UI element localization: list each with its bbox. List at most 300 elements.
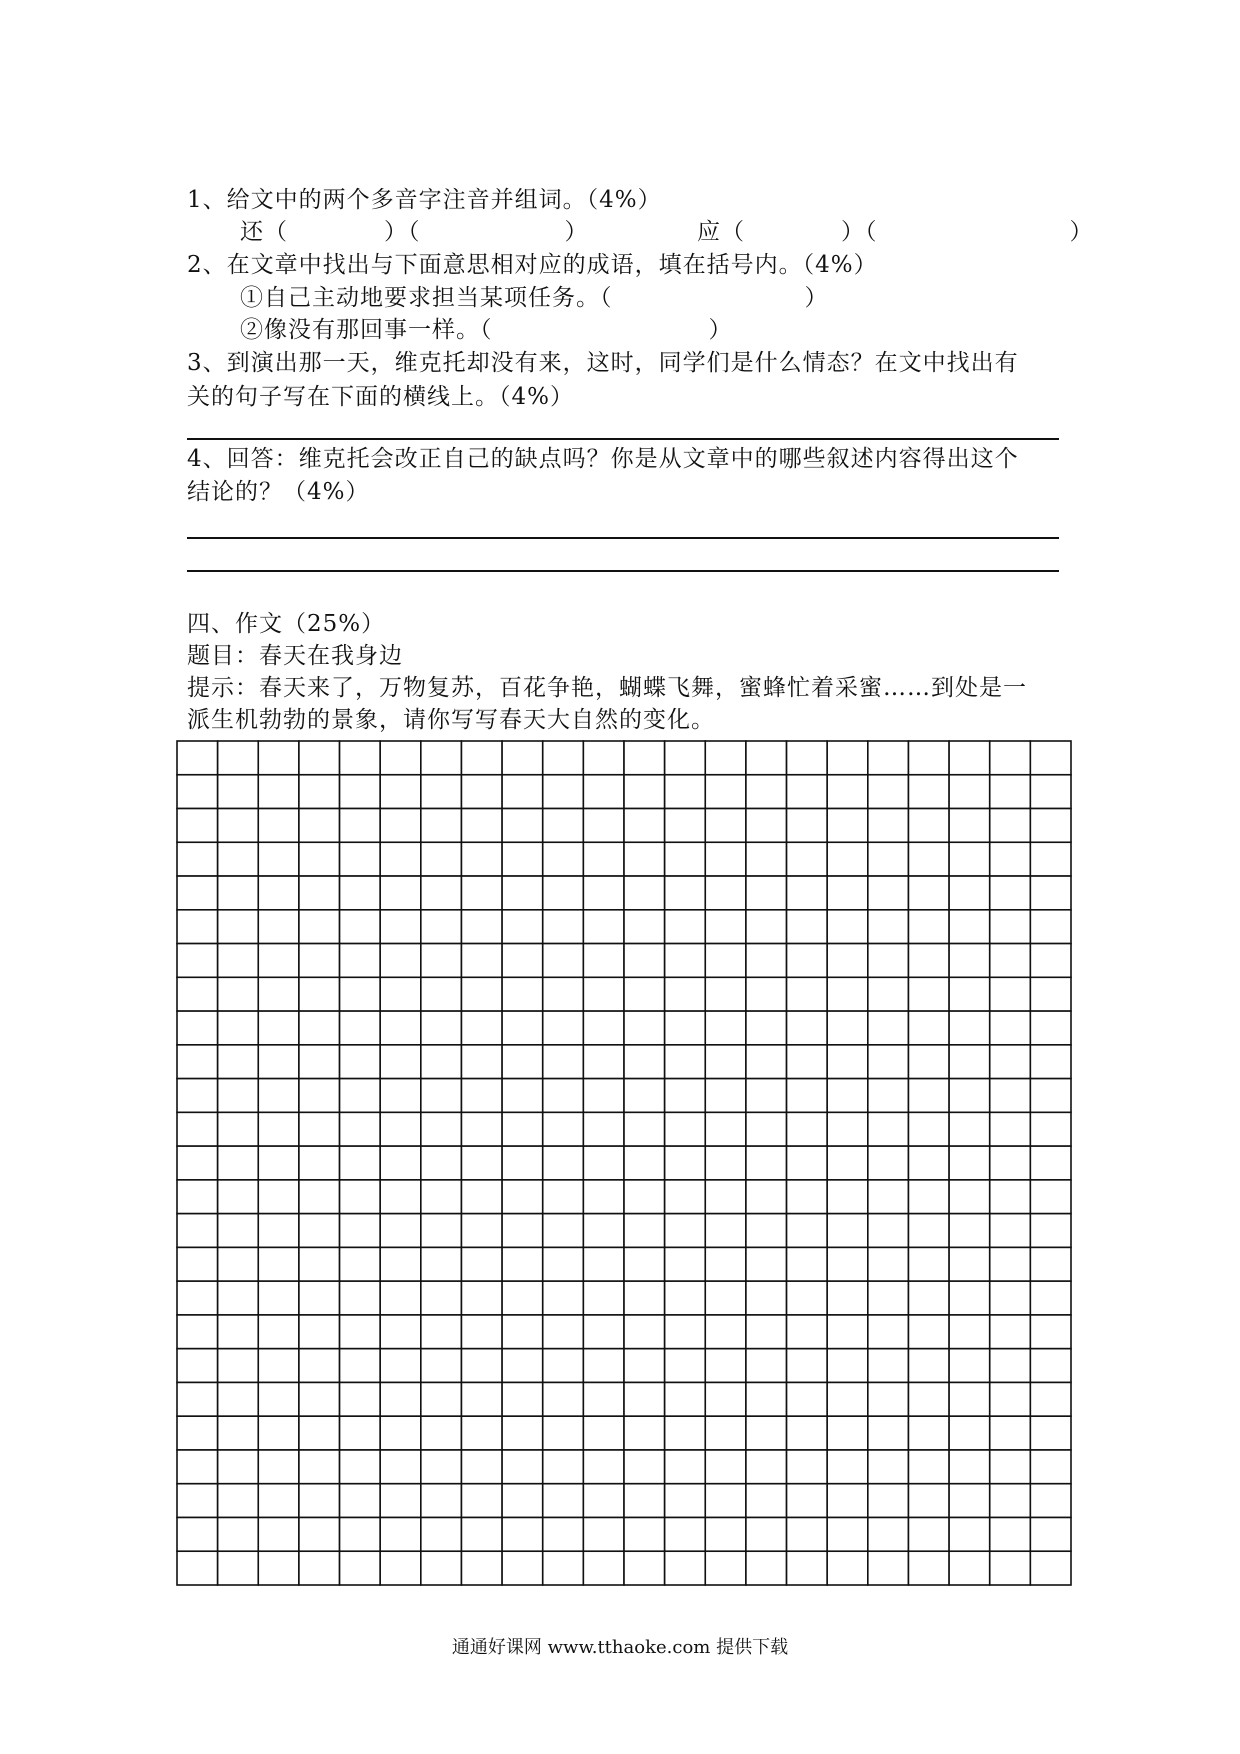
grid-cell [340, 910, 381, 944]
grid-cell [299, 1382, 340, 1416]
grid-cell [583, 1349, 624, 1383]
grid-cell [787, 1112, 828, 1146]
grid-cell [543, 1281, 584, 1315]
grid-cell [177, 910, 218, 944]
grid-cell [1030, 1484, 1071, 1518]
grid-cell [665, 1450, 706, 1484]
grid-cell [543, 1382, 584, 1416]
grid-cell [787, 775, 828, 809]
grid-cell [258, 809, 299, 843]
grid-cell [949, 1281, 990, 1315]
grid-cell [299, 1281, 340, 1315]
grid-cell [949, 1349, 990, 1383]
grid-cell [624, 1315, 665, 1349]
q3-line-1: 3、到演出那一天，维克托却没有来，这时，同学们是什么情态？在文中找出有 [187, 350, 1019, 376]
grid-cell [787, 1247, 828, 1281]
grid-cell [421, 977, 462, 1011]
grid-cell [746, 1382, 787, 1416]
grid-cell [949, 1416, 990, 1450]
grid-cell [583, 1180, 624, 1214]
grid-cell [218, 1416, 259, 1450]
grid-cell [340, 1551, 381, 1585]
grid-cell [583, 1517, 624, 1551]
grid-cell [421, 1180, 462, 1214]
grid-cell [868, 775, 909, 809]
grid-cell [258, 944, 299, 978]
grid-cell [583, 1315, 624, 1349]
grid-cell [340, 977, 381, 1011]
grid-cell [827, 1551, 868, 1585]
grid-cell [543, 1484, 584, 1518]
grid-cell [827, 1382, 868, 1416]
grid-cell [665, 1214, 706, 1248]
grid-cell [380, 1011, 421, 1045]
grid-cell [1030, 842, 1071, 876]
q2-item-2: ②像没有那回事一样。（ ） [240, 317, 733, 343]
grid-cell [624, 1079, 665, 1113]
grid-cell [1030, 1180, 1071, 1214]
grid-cell [421, 1450, 462, 1484]
grid-cell [218, 1349, 259, 1383]
grid-cell [949, 1180, 990, 1214]
grid-cell [990, 977, 1031, 1011]
grid-cell [990, 741, 1031, 775]
grid-cell [380, 1450, 421, 1484]
grid-cell [340, 1214, 381, 1248]
grid-cell [299, 1011, 340, 1045]
grid-cell [340, 842, 381, 876]
q4-line-2: 结论的？（4%） [187, 479, 370, 505]
grid-cell [380, 809, 421, 843]
grid-cell [380, 910, 421, 944]
grid-cell [340, 1315, 381, 1349]
grid-cell [827, 1146, 868, 1180]
grid-cell [949, 1247, 990, 1281]
grid-cell [299, 1315, 340, 1349]
grid-cell [461, 1484, 502, 1518]
grid-cell [421, 775, 462, 809]
grid-cell [299, 1214, 340, 1248]
grid-cell [299, 944, 340, 978]
grid-cell [868, 809, 909, 843]
grid-cell [787, 1416, 828, 1450]
grid-cell [461, 1349, 502, 1383]
grid-cell [543, 775, 584, 809]
essay-title: 题目：春天在我身边 [187, 643, 403, 669]
grid-cell [583, 1416, 624, 1450]
grid-cell [705, 1112, 746, 1146]
grid-cell [990, 1517, 1031, 1551]
grid-cell [1030, 1079, 1071, 1113]
grid-cell [1030, 1146, 1071, 1180]
grid-cell [746, 1045, 787, 1079]
grid-cell [340, 1349, 381, 1383]
grid-cell [543, 1180, 584, 1214]
grid-cell [705, 809, 746, 843]
grid-cell [746, 1146, 787, 1180]
grid-cell [665, 1045, 706, 1079]
grid-cell [543, 1112, 584, 1146]
grid-cell [787, 1450, 828, 1484]
grid-cell [258, 1551, 299, 1585]
grid-cell [746, 741, 787, 775]
grid-cell [177, 1146, 218, 1180]
grid-cell [705, 910, 746, 944]
grid-cell [827, 1045, 868, 1079]
grid-cell [990, 1045, 1031, 1079]
grid-cell [1030, 775, 1071, 809]
grid-cell [746, 1349, 787, 1383]
grid-cell [665, 910, 706, 944]
grid-cell [258, 876, 299, 910]
grid-cell [746, 1416, 787, 1450]
grid-cell [502, 1517, 543, 1551]
grid-cell [461, 1112, 502, 1146]
grid-cell [665, 1079, 706, 1113]
grid-cell [340, 1247, 381, 1281]
grid-cell [502, 809, 543, 843]
grid-cell [177, 1450, 218, 1484]
grid-cell [583, 741, 624, 775]
grid-cell [705, 1450, 746, 1484]
grid-cell [990, 1349, 1031, 1383]
grid-cell [665, 1281, 706, 1315]
grid-cell [787, 1214, 828, 1248]
grid-cell [218, 1551, 259, 1585]
grid-cell [665, 809, 706, 843]
grid-cell [583, 1281, 624, 1315]
grid-cell [827, 1214, 868, 1248]
grid-cell [299, 1450, 340, 1484]
grid-cell [787, 809, 828, 843]
grid-cell [461, 1247, 502, 1281]
grid-cell [177, 944, 218, 978]
grid-cell [218, 842, 259, 876]
grid-cell [218, 1247, 259, 1281]
grid-cell [340, 1079, 381, 1113]
grid-cell [583, 977, 624, 1011]
grid-cell [258, 1382, 299, 1416]
grid-cell [299, 1079, 340, 1113]
grid-cell [502, 741, 543, 775]
essay-hint-line-1: 提示：春天来了，万物复苏，百花争艳，蝴蝶飞舞，蜜蜂忙着采蜜……到处是一 [187, 675, 1027, 701]
grid-cell [787, 876, 828, 910]
grid-cell [177, 1045, 218, 1079]
grid-cell [990, 944, 1031, 978]
grid-cell [705, 1484, 746, 1518]
grid-cell [461, 1045, 502, 1079]
grid-cell [1030, 741, 1071, 775]
grid-cell [218, 1281, 259, 1315]
grid-cell [990, 1112, 1031, 1146]
q4-line-1: 4、回答：维克托会改正自己的缺点吗？你是从文章中的哪些叙述内容得出这个 [187, 446, 1019, 472]
grid-cell [705, 1281, 746, 1315]
grid-cell [461, 1079, 502, 1113]
grid-cell [990, 1484, 1031, 1518]
grid-cell [908, 1382, 949, 1416]
grid-cell [421, 1146, 462, 1180]
grid-cell [624, 1045, 665, 1079]
grid-cell [787, 1079, 828, 1113]
grid-cell [218, 1484, 259, 1518]
grid-cell [583, 775, 624, 809]
grid-cell [340, 1281, 381, 1315]
grid-cell [908, 775, 949, 809]
grid-cell [543, 1079, 584, 1113]
grid-cell [908, 842, 949, 876]
grid-cell [177, 775, 218, 809]
grid-cell [908, 1146, 949, 1180]
grid-cell [868, 1011, 909, 1045]
grid-cell [177, 1214, 218, 1248]
grid-cell [746, 809, 787, 843]
grid-cell [868, 977, 909, 1011]
grid-cell [665, 842, 706, 876]
grid-cell [868, 842, 909, 876]
grid-cell [502, 842, 543, 876]
grid-cell [380, 876, 421, 910]
grid-cell [990, 1146, 1031, 1180]
grid-cell [299, 809, 340, 843]
grid-cell [543, 809, 584, 843]
grid-cell [177, 1382, 218, 1416]
grid-cell [949, 1079, 990, 1113]
grid-cell [380, 1045, 421, 1079]
grid-cell [665, 1517, 706, 1551]
grid-cell [949, 1551, 990, 1585]
grid-cell [949, 809, 990, 843]
grid-cell [827, 1281, 868, 1315]
grid-cell [624, 775, 665, 809]
grid-cell [908, 1450, 949, 1484]
grid-cell [990, 1315, 1031, 1349]
grid-cell [1030, 910, 1071, 944]
grid-cell [258, 1112, 299, 1146]
grid-cell [868, 1112, 909, 1146]
grid-cell [218, 944, 259, 978]
grid-cell [543, 876, 584, 910]
grid-cell [177, 876, 218, 910]
grid-cell [787, 1517, 828, 1551]
grid-cell [461, 1551, 502, 1585]
grid-cell [502, 1180, 543, 1214]
grid-cell [746, 1551, 787, 1585]
grid-cell [461, 944, 502, 978]
grid-cell [299, 1517, 340, 1551]
grid-cell [990, 910, 1031, 944]
grid-cell [705, 1247, 746, 1281]
grid-cell [177, 809, 218, 843]
grid-cell [502, 1349, 543, 1383]
grid-cell [543, 1551, 584, 1585]
q3-answer-line [187, 438, 1059, 440]
grid-cell [421, 1517, 462, 1551]
grid-cell [746, 1011, 787, 1045]
grid-cell [624, 1551, 665, 1585]
grid-cell [908, 1315, 949, 1349]
grid-cell [461, 1450, 502, 1484]
grid-cell [868, 741, 909, 775]
grid-cell [787, 741, 828, 775]
grid-cell [705, 1349, 746, 1383]
q1-fill-line: 还（ ）（ ） 应（ ）（ ） [240, 219, 1094, 245]
grid-cell [258, 977, 299, 1011]
grid-cell [502, 1551, 543, 1585]
grid-cell [258, 775, 299, 809]
grid-cell [949, 842, 990, 876]
grid-cell [421, 910, 462, 944]
grid-cell [827, 1349, 868, 1383]
grid-cell [746, 876, 787, 910]
grid-cell [543, 977, 584, 1011]
grid-cell [177, 1551, 218, 1585]
grid-cell [177, 1079, 218, 1113]
grid-cell [543, 1416, 584, 1450]
grid-cell [868, 910, 909, 944]
grid-cell [705, 1551, 746, 1585]
grid-cell [705, 775, 746, 809]
grid-cell [299, 1146, 340, 1180]
grid-cell [1030, 1382, 1071, 1416]
grid-cell [827, 775, 868, 809]
grid-cell [218, 1214, 259, 1248]
grid-cell [299, 775, 340, 809]
grid-cell [218, 910, 259, 944]
grid-cell [949, 1450, 990, 1484]
grid-cell [258, 1517, 299, 1551]
grid-cell [461, 1382, 502, 1416]
grid-cell [177, 1281, 218, 1315]
grid-cell [665, 775, 706, 809]
grid-cell [908, 1045, 949, 1079]
grid-cell [1030, 876, 1071, 910]
grid-cell [502, 1112, 543, 1146]
grid-cell [583, 1112, 624, 1146]
grid-cell [380, 842, 421, 876]
grid-cell [705, 1079, 746, 1113]
grid-cell [990, 1011, 1031, 1045]
grid-cell [705, 977, 746, 1011]
grid-cell [583, 944, 624, 978]
grid-cell [543, 1214, 584, 1248]
grid-cell [949, 1484, 990, 1518]
grid-cell [624, 1484, 665, 1518]
grid-cell [380, 1247, 421, 1281]
grid-cell [746, 1484, 787, 1518]
grid-cell [421, 1349, 462, 1383]
grid-cell [340, 876, 381, 910]
grid-cell [461, 1416, 502, 1450]
grid-cell [705, 876, 746, 910]
grid-cell [827, 842, 868, 876]
grid-cell [502, 1450, 543, 1484]
grid-cell [746, 775, 787, 809]
grid-cell [461, 977, 502, 1011]
grid-cell [746, 1247, 787, 1281]
grid-cell [340, 1484, 381, 1518]
grid-cell [380, 944, 421, 978]
grid-cell [868, 1484, 909, 1518]
grid-cell [177, 1011, 218, 1045]
grid-cell [868, 1349, 909, 1383]
grid-cell [705, 1045, 746, 1079]
grid-cell [461, 1517, 502, 1551]
grid-cell [665, 1349, 706, 1383]
grid-cell [624, 741, 665, 775]
q2-item-1: ①自己主动地要求担当某项任务。（ ） [240, 285, 829, 311]
grid-cell [299, 842, 340, 876]
grid-cell [624, 1180, 665, 1214]
grid-cell [949, 1517, 990, 1551]
grid-cell [908, 1011, 949, 1045]
grid-cell [1030, 1281, 1071, 1315]
grid-cell [827, 876, 868, 910]
grid-cell [705, 842, 746, 876]
grid-cell [299, 1551, 340, 1585]
grid-cell [543, 910, 584, 944]
grid-cell [421, 1214, 462, 1248]
grid-cell [949, 1382, 990, 1416]
grid-cell [461, 1214, 502, 1248]
grid-cell [746, 1112, 787, 1146]
grid-cell [421, 842, 462, 876]
grid-cell [990, 876, 1031, 910]
grid-cell [1030, 1450, 1071, 1484]
grid-cell [908, 741, 949, 775]
grid-cell [827, 1450, 868, 1484]
grid-cell [827, 1315, 868, 1349]
grid-cell [624, 1011, 665, 1045]
grid-cell [340, 1011, 381, 1045]
grid-cell [787, 1382, 828, 1416]
grid-cell [583, 876, 624, 910]
grid-cell [1030, 1349, 1071, 1383]
grid-cell [502, 1382, 543, 1416]
grid-cell [218, 1146, 259, 1180]
grid-cell [421, 1484, 462, 1518]
grid-cell [258, 1315, 299, 1349]
grid-cell [908, 1517, 949, 1551]
grid-cell [380, 1180, 421, 1214]
grid-cell [990, 1382, 1031, 1416]
grid-cell [380, 775, 421, 809]
grid-cell [583, 1079, 624, 1113]
grid-cell [218, 977, 259, 1011]
grid-cell [543, 1247, 584, 1281]
grid-cell [665, 1180, 706, 1214]
grid-cell [421, 1079, 462, 1113]
grid-cell [543, 1045, 584, 1079]
grid-cell [990, 1450, 1031, 1484]
grid-cell [746, 1180, 787, 1214]
grid-cell [665, 876, 706, 910]
grid-cell [583, 1551, 624, 1585]
grid-cell [299, 1416, 340, 1450]
grid-cell [746, 1517, 787, 1551]
grid-cell [421, 1382, 462, 1416]
grid-cell [502, 1484, 543, 1518]
grid-cell [543, 1146, 584, 1180]
grid-cell [258, 910, 299, 944]
grid-cell [461, 741, 502, 775]
grid-cell [787, 910, 828, 944]
grid-cell [827, 1011, 868, 1045]
grid-cell [990, 1079, 1031, 1113]
grid-cell [746, 944, 787, 978]
grid-cell [218, 775, 259, 809]
grid-cell [665, 1315, 706, 1349]
grid-cell [990, 1247, 1031, 1281]
